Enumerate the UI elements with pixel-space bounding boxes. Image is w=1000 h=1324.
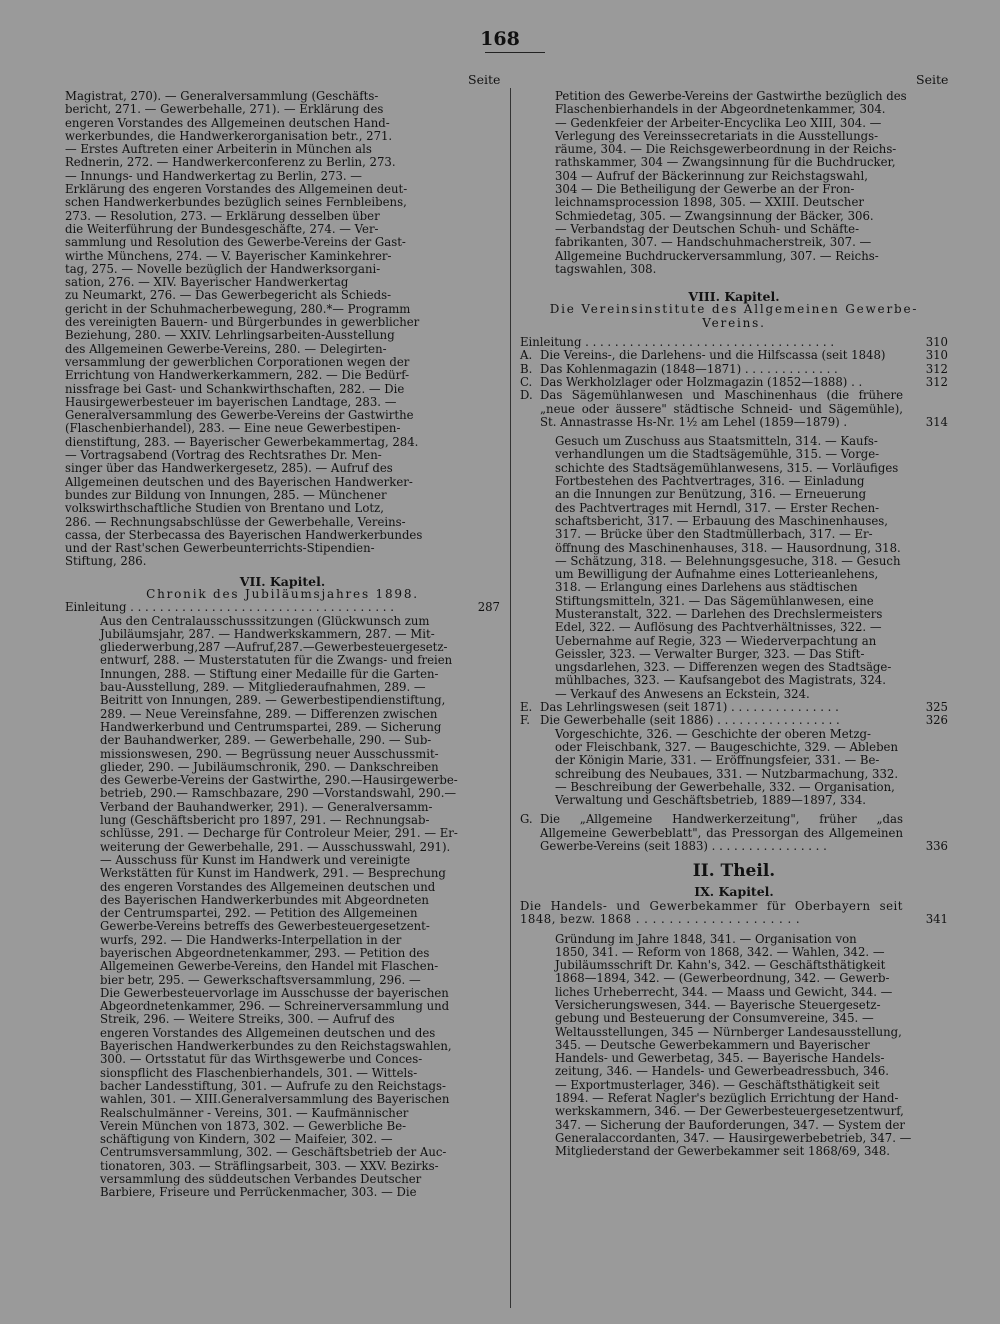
text-line: schen Handwerkerbundes bezüglich seines Fernbleibens, bbox=[65, 195, 407, 210]
seite-label-left: Seite bbox=[468, 72, 501, 87]
chapter-subtitle: Chronik des Jubiläumsjahres 1898. bbox=[146, 586, 419, 601]
part-heading: II. Theil. bbox=[692, 861, 776, 882]
text-line: des Pachtvertrages mit Herndl, 317. — Erster Rechen- bbox=[555, 500, 880, 515]
text-line: 300. — Ortsstatut für das Wirthsgewerbe und Conces- bbox=[100, 1052, 423, 1067]
text-line: Generalversammlung des Gewerbe-Vereins der Gastwirthe bbox=[65, 408, 414, 423]
toc-entry bbox=[520, 376, 948, 389]
text-line: Mitgliederstand der Gewerbekammer seit 1868/69, 348. bbox=[555, 1144, 891, 1159]
right-column bbox=[520, 90, 948, 1159]
text-line: wirthe Münchens, 274. — V. Bayerischer Kaminkehrer- bbox=[65, 248, 392, 263]
text-line: bau-Ausstellung, 289. — Mitgliederaufnahmen, 289. — bbox=[100, 680, 426, 695]
text-line: 318. — Erlangung eines Darlehens aus städtischen bbox=[555, 580, 858, 595]
toc-entry-text: Das Werkholzlager oder Holzmagazin (1852—1888) . . bbox=[540, 374, 863, 389]
toc-entry bbox=[520, 900, 948, 927]
text-line: Die Gewerbesteuervorlage im Ausschusse der bayerischen bbox=[100, 985, 449, 1000]
toc-entry-letter: C. bbox=[520, 374, 533, 389]
toc-entry-text: Das Lehrlingswesen (seit 1871) . . . . . . . . . . . . . . . bbox=[540, 700, 839, 715]
left-column bbox=[65, 90, 500, 1200]
toc-entry bbox=[520, 349, 948, 362]
toc-entry bbox=[520, 714, 948, 727]
text-line: Gewerbe-Vereins betreffs des Gewerbesteuergesetzent- bbox=[100, 919, 430, 934]
toc-page-number: 341 bbox=[925, 912, 948, 927]
toc-entry bbox=[520, 389, 948, 429]
toc-entry-text: Das Sägemühlanwesen und Maschinenhaus (die frühere „neue oder äussere" städtische Schneid- und Sägemühle), St. Annastrasse Hs-Nr. 1½ am Lehel (1859—1879) . bbox=[540, 388, 903, 429]
toc-page-number: 312 bbox=[925, 361, 948, 376]
text-line: Schmiedetag, 305. — Zwangsinnung der Bäcker, 306. bbox=[555, 208, 874, 223]
text-line: verhandlungen um die Stadtsägemühle, 315. — Vorge- bbox=[555, 447, 880, 462]
text-line: Bayerischen Handwerkerbundes zu den Reichstagswahlen, bbox=[100, 1039, 452, 1054]
text-line: Fortbestehen des Pachtvertrages, 316. — Einladung bbox=[555, 474, 865, 489]
column-divider bbox=[510, 88, 511, 1308]
continuation-text bbox=[65, 90, 500, 569]
text-line: 347. — Sicherung der Bauforderungen, 347. — System der bbox=[555, 1117, 905, 1132]
text-line: tag, 275. — Novelle bezüglich der Handwerksorgani- bbox=[65, 261, 381, 276]
text-line: zeitung, 346. — Handels- und Gewerbeadressbuch, 346. bbox=[555, 1064, 889, 1079]
text-line: Innungen, 288. — Stiftung einer Medaille für die Garten- bbox=[100, 666, 439, 681]
text-line: die Weiterführung der Bundesgeschäfte, 274. — Ver- bbox=[65, 221, 379, 236]
toc-entry-letter: A. bbox=[520, 348, 533, 363]
text-line: engeren Vorstandes des Allgemeinen deutschen und des bbox=[100, 1025, 436, 1040]
text-line: tionatoren, 303. — Sträflingsarbeit, 303. — XXV. Bezirks- bbox=[100, 1158, 439, 1173]
text-line: Verwaltung und Geschäftsbetrieb, 1889—1897, 334. bbox=[555, 793, 866, 808]
toc-entry-letter: E. bbox=[520, 700, 533, 715]
toc-page-number: 310 bbox=[925, 335, 948, 350]
toc-entry-text: Die Handels- und Gewerbekammer für Oberbayern seit 1848, bezw. 1868 . . . . . . . . . . . . . . . . . . . . bbox=[520, 898, 903, 927]
text-line: schäftigung von Kindern, 302 — Maifeier, 302. — bbox=[100, 1132, 393, 1147]
text-line: Generalaccordanten, 347. — Hausirgewerbebetrieb, 347. — bbox=[555, 1130, 912, 1145]
text-line: 317. — Brücke über den Stadtmüllerbach, 317. — Er- bbox=[555, 527, 873, 542]
toc-entry bbox=[520, 701, 948, 714]
chapter-heading: VII. Kapitel. bbox=[239, 573, 326, 589]
toc-entry-text: Die Gewerbehalle (seit 1886) . . . . . . . . . . . . . . . . . bbox=[540, 713, 840, 728]
text-line: — Ausschuss für Kunst im Handwerk und vereinigte bbox=[100, 852, 411, 867]
text-line: glieder, 290. — Jubiläumschronik, 290. — Dankschreiben bbox=[100, 759, 439, 774]
toc-page-number: 312 bbox=[925, 374, 948, 389]
text-line: Hausirgewerbesteuer im bayerischen Landtage, 283. — bbox=[65, 394, 397, 409]
text-line: ungsdarlehen, 323. — Differenzen wegen des Stadtsäge- bbox=[555, 660, 892, 675]
toc-page-number: 325 bbox=[925, 700, 948, 715]
toc-entry-text: Das Kohlenmagazin (1848—1871) . . . . . . . . . . . . . bbox=[540, 361, 838, 376]
text-line: gliederwerbung,287 —Aufruf,287.—Gewerbesteuergesetz- bbox=[100, 640, 448, 655]
text-line: missionswesen, 290. — Begrüssung neuer Ausschussmit- bbox=[100, 746, 439, 761]
text-line: (Flaschenbierhandel), 283. — Eine neue Gewerbestipen- bbox=[65, 421, 401, 436]
text-line: an die Innungen zur Benützung, 316. — Erneuerung bbox=[555, 487, 867, 502]
text-line: bericht, 271. — Gewerbehalle, 271). — Erklärung des bbox=[65, 102, 384, 117]
text-line: fabrikanten, 307. — Handschuhmacherstreik, 307. — bbox=[555, 235, 872, 250]
toc-entry bbox=[520, 363, 948, 376]
page-number: 168 bbox=[480, 28, 520, 50]
toc-entry-text: Einleitung . . . . . . . . . . . . . . . . . . . . . . . . . . . . . . . . . . bbox=[520, 335, 835, 350]
text-line: wahlen, 301. — XIII.Generalversammlung des Bayerischen bbox=[100, 1092, 450, 1107]
text-line: liches Urheberrecht, 344. — Maass und Gewicht, 344. — bbox=[555, 984, 893, 999]
text-line: Gesuch um Zuschuss aus Staatsmitteln, 314. — Kaufs- bbox=[555, 434, 878, 449]
text-line: Geissler, 323. — Verwalter Burger, 323. — Das Stift- bbox=[555, 646, 865, 661]
text-line: werkerbundes, die Handwerkerorganisation betr., 271. bbox=[65, 128, 393, 143]
text-line: räume, 304. — Die Reichsgewerbeordnung in der Reichs- bbox=[555, 142, 897, 157]
text-line: Rednerin, 272. — Handwerkerconferenz zu Berlin, 273. bbox=[65, 155, 396, 170]
text-line: — Gedenkfeier der Arbeiter-Encyclika Leo XIII, 304. — bbox=[555, 115, 882, 130]
toc-entry-letter: F. bbox=[520, 713, 531, 728]
text-line: nissfrage bei Gast- und Schankwirthschaften, 282. — Die bbox=[65, 381, 405, 396]
toc-page-number: 336 bbox=[925, 839, 948, 854]
text-line: 1850, 341. — Reform von 1868, 342. — Wahlen, 342. — bbox=[555, 944, 885, 959]
text-line: Allgemeinen deutschen und des Bayerischen Handwerker- bbox=[65, 474, 413, 489]
text-line: Handwerkerbund und Centrumspartei, 289. — Sicherung bbox=[100, 719, 442, 734]
text-line: singer über das Handwerkergesetz, 285). — Aufruf des bbox=[65, 461, 393, 476]
text-line: 304 — Aufruf der Bäckerinnung zur Reichstagswahl, bbox=[555, 168, 868, 183]
toc-entry bbox=[520, 336, 948, 349]
text-line: Musteranstalt, 322. — Darlehen des Drechslermeisters bbox=[555, 606, 883, 621]
header-rule bbox=[485, 52, 545, 53]
text-line: zu Neumarkt, 276. — Das Gewerbegericht als Schieds- bbox=[65, 288, 392, 303]
text-line: Verlegung des Vereinssecretariats in die Ausstellungs- bbox=[555, 128, 879, 143]
text-line: 1894. — Referat Nagler's bezüglich Errichtung der Hand- bbox=[555, 1091, 899, 1106]
toc-page-number: 326 bbox=[925, 713, 948, 728]
text-line: Stiftung, 286. bbox=[65, 554, 147, 569]
text-line: — Innungs- und Handwerkertag zu Berlin, 273. — bbox=[65, 168, 362, 183]
toc-entry-letter: B. bbox=[520, 361, 533, 376]
text-line: 345. — Deutsche Gewerbekammern und Bayerischer bbox=[555, 1037, 870, 1052]
toc-entry-letter: G. bbox=[520, 812, 533, 827]
text-line: Werkstätten für Kunst im Handwerk, 291. — Besprechung bbox=[100, 866, 446, 881]
text-line: lung (Geschäftsbericht pro 1897, 291. — Rechnungsab- bbox=[100, 813, 430, 828]
text-line: werkskammern, 346. — Der Gewerbesteuergesetzentwurf, bbox=[555, 1104, 904, 1119]
text-line: weiterung der Gewerbehalle, 291. — Ausschusswahl, 291). bbox=[100, 839, 451, 854]
section-d-summary bbox=[520, 435, 948, 701]
text-line: — Beschreibung der Gewerbehalle, 332. — Organisation, bbox=[555, 779, 895, 794]
text-line: der Königin Marie, 331. — Eröffnungsfeier, 331. — Be- bbox=[555, 753, 880, 768]
text-line: Abgeordnetenkammer, 296. — Schreinerversammlung und bbox=[100, 999, 450, 1014]
text-line: rathskammer, 304 — Zwangsinnung für die Buchdrucker, bbox=[555, 155, 896, 170]
text-line: betrieb, 290.— Ramschbazare, 290 —Vorstandswahl, 290.— bbox=[100, 786, 457, 801]
text-line: des Gewerbe-Vereins der Gastwirthe, 290.—Hausirgewerbe- bbox=[100, 773, 458, 788]
text-line: 1868—1894, 342. — (Gewerbeordnung, 342. — Gewerb- bbox=[555, 971, 890, 986]
text-line: dienstiftung, 283. — Bayerischer Gewerbekammertag, 284. bbox=[65, 434, 419, 449]
text-line: Erklärung des engeren Vorstandes des Allgemeinen deut- bbox=[65, 182, 408, 197]
text-line: Jubiläumsschrift Dr. Kahn's, 342. — Geschäftsthätigkeit bbox=[555, 958, 886, 973]
text-line: gericht in der Schuhmacherbewegung, 280.*— Programm bbox=[65, 301, 411, 316]
text-line: 286. — Rechnungsabschlüsse der Gewerbehalle, Vereins- bbox=[65, 514, 406, 529]
text-line: bundes zur Bildung von Innungen, 285. — Münchener bbox=[65, 487, 387, 502]
text-line: versammlung der gewerblichen Corporationen wegen der bbox=[65, 354, 410, 369]
text-line: sionspflicht des Flaschenbierhandels, 301. — Wittels- bbox=[100, 1065, 418, 1080]
text-line: Errichtung von Handwerkerkammern, 282. — Die Bedürf- bbox=[65, 368, 410, 383]
text-line: der Centrumspartei, 292. — Petition des Allgemeinen bbox=[100, 906, 418, 921]
text-line: Edel, 322. — Auflösung des Pachtverhältnisses, 322. — bbox=[555, 620, 882, 635]
text-line: Flaschenbierhandels in der Abgeordnetenkammer, 304. bbox=[555, 102, 886, 117]
chapter9-summary bbox=[520, 933, 948, 1159]
chapter-heading: VIII. Kapitel. bbox=[688, 289, 780, 305]
text-line: leichnamsprocession 1898, 305. — XXIII. Deutscher bbox=[555, 195, 864, 210]
toc-entry-letter: D. bbox=[520, 388, 533, 403]
text-line: 289. — Neue Vereinsfahne, 289. — Differenzen zwischen bbox=[100, 706, 438, 721]
text-line: des Allgemeinen Gewerbe-Vereins, 280. — Delegirten- bbox=[65, 341, 387, 356]
text-line: bacher Landesstiftung, 301. — Aufrufe zu den Reichstags- bbox=[100, 1078, 446, 1093]
text-line: 273. — Resolution, 273. — Erklärung desselben über bbox=[65, 208, 380, 223]
text-line: Beziehung, 280. — XXIV. Lehrlingsarbeiten-Ausstellung bbox=[65, 328, 395, 343]
text-line: schlüsse, 291. — Decharge für Controleur Meier, 291. — Er- bbox=[100, 826, 458, 841]
text-line: Allgemeinen Gewerbe-Vereins, den Handel mit Flaschen- bbox=[100, 959, 439, 974]
text-line: öffnung des Maschinenhauses, 318. — Hausordnung, 318. bbox=[555, 540, 901, 555]
text-line: Verein München von 1873, 302. — Gewerbliche Be- bbox=[100, 1118, 407, 1133]
text-line: sammlung und Resolution des Gewerbe-Vereins der Gast- bbox=[65, 235, 406, 250]
toc-entry-text: Die „Allgemeine Handwerkerzeitung", früher „das Allgemeine Gewerbeblatt", das Pressorgan des Allgemeinen Gewerbe-Vereins (seit 1883) . . . . . . . . . . . . . . . . bbox=[540, 812, 903, 854]
text-line: — Verbandstag der Deutschen Schuh- und Schäfte- bbox=[555, 221, 860, 236]
toc-entry-einleitung bbox=[65, 601, 500, 614]
seite-label-right: Seite bbox=[916, 72, 949, 87]
toc-page-number: 310 bbox=[925, 348, 948, 363]
text-line: Aus den Centralausschusssitzungen (Glückwunsch zum bbox=[100, 613, 430, 628]
text-line: bier betr, 295. — Gewerkschaftsversammlung, 296. — bbox=[100, 972, 421, 987]
text-line: Beitritt von Innungen, 289. — Gewerbestipendienstiftung, bbox=[100, 693, 446, 708]
text-line: und der Rast'schen Gewerbeunterrichts-Stipendien- bbox=[65, 541, 375, 556]
text-line: — Erstes Auftreten einer Arbeiterin in München als bbox=[65, 142, 372, 157]
text-line: um Bewilligung der Aufnahme eines Lotterieanlehens, bbox=[555, 567, 879, 582]
text-line: schreibung des Neubaues, 331. — Nutzbarmachung, 332. bbox=[555, 766, 899, 781]
text-line: entwurf, 288. — Musterstatuten für die Zwangs- und freien bbox=[100, 653, 453, 668]
text-line: gebung und Besteuerung der Consumvereine, 345. — bbox=[555, 1011, 874, 1026]
text-line: — Schätzung, 318. — Belehnungsgesuche, 318. — Gesuch bbox=[555, 553, 901, 568]
chapter-heading: IX. Kapitel. bbox=[694, 883, 774, 899]
text-line: der Bauhandwerker, 289. — Gewerbehalle, 290. — Sub- bbox=[100, 733, 432, 748]
text-line: — Exportmusterlager, 346). — Geschäftsthätigkeit seit bbox=[555, 1077, 880, 1092]
text-line: des Bayerischen Handwerkerbundes mit Abgeordneten bbox=[100, 892, 429, 907]
text-line: Barbiere, Friseure und Perrückenmacher, 303. — Die bbox=[100, 1185, 417, 1200]
text-line: Handels- und Gewerbetag, 345. — Bayerische Handels- bbox=[555, 1051, 885, 1066]
text-line: Allgemeine Buchdruckerversammlung, 307. — Reichs- bbox=[555, 248, 879, 263]
chapter-subtitle: Die Vereinsinstitute des Allgemeinen Gewerbe- bbox=[549, 302, 919, 317]
toc-entry-text: Einleitung . . . . . . . . . . . . . . . . . . . . . . . . . . . . . . . . . . . . bbox=[65, 600, 394, 615]
toc-entry bbox=[520, 813, 948, 853]
text-line: Magistrat, 270). — Generalversammlung (Geschäfts- bbox=[65, 89, 379, 103]
text-line: Gründung im Jahre 1848, 341. — Organisation von bbox=[555, 931, 857, 946]
text-line: mühlbaches, 323. — Kaufsangebot des Magistrats, 324. bbox=[555, 673, 886, 688]
text-line: cassa, der Sterbecassa des Bayerischen Handwerkerbundes bbox=[65, 527, 423, 542]
text-line: versammlung des süddeutschen Verbandes Deutscher bbox=[100, 1172, 422, 1187]
text-line: Uebernahme auf Regie, 323 — Wiederverpachtung an bbox=[555, 633, 877, 648]
text-line: — Verkauf des Anwesens an Eckstein, 324. bbox=[555, 686, 810, 701]
text-line: Realschulmänner - Vereins, 301. — Kaufmännischer bbox=[100, 1105, 409, 1120]
text-line: sation, 276. — XIV. Bayerischer Handwerkertag bbox=[65, 275, 349, 290]
toc-page-number: 314 bbox=[925, 414, 948, 429]
text-line: Jubiläumsjahr, 287. — Handwerkskammern, 287. — Mit- bbox=[100, 626, 435, 641]
text-line: Versicherungswesen, 344. — Bayerische Steuergesetz- bbox=[555, 998, 881, 1012]
section-f-summary bbox=[520, 728, 948, 808]
text-line: tagswahlen, 308. bbox=[555, 261, 657, 276]
text-line: Streik, 296. — Weitere Streiks, 300. — Aufruf des bbox=[100, 1012, 395, 1027]
text-line: — Vortragsabend (Vortrag des Rechtsrathes Dr. Men- bbox=[65, 448, 382, 463]
text-line: Vorgeschichte, 326. — Geschichte der oberen Metzg- bbox=[555, 726, 871, 741]
continuation-text bbox=[520, 90, 948, 276]
text-line: Verband der Bauhandwerker, 291). — Generalversamm- bbox=[100, 799, 433, 814]
text-line: schaftsbericht, 317. — Erbauung des Maschinenhauses, bbox=[555, 513, 888, 528]
text-line: Weltausstellungen, 345 — Nürnberger Landesausstellung, bbox=[555, 1024, 902, 1039]
text-line: Centrumsversammlung, 302. — Geschäftsbetrieb der Auc- bbox=[100, 1145, 447, 1160]
text-line: engeren Vorstandes des Allgemeinen deutschen Hand- bbox=[65, 115, 390, 130]
text-line: des engeren Vorstandes des Allgemeinen deutschen und bbox=[100, 879, 436, 894]
text-line: 304 — Die Betheiligung der Gewerbe an der Fron- bbox=[555, 182, 855, 197]
text-line: Petition des Gewerbe-Vereins der Gastwirthe bezüglich des bbox=[555, 89, 907, 103]
text-line: oder Fleischbank, 327. — Baugeschichte, 329. — Ableben bbox=[555, 739, 898, 754]
text-line: wurfs, 292. — Die Handwerks-Interpellation in der bbox=[100, 932, 402, 947]
text-line: Stiftungsmitteln, 321. — Das Sägemühlanwesen, eine bbox=[555, 593, 874, 608]
chapter7-summary bbox=[65, 615, 500, 1200]
toc-entry-text: Die Vereins-, die Darlehens- und die Hilfscassa (seit 1848) bbox=[540, 348, 886, 363]
toc-page-number: 287 bbox=[477, 600, 500, 615]
text-line: volkswirthschaftliche Studien von Brentano und Lotz, bbox=[65, 501, 384, 516]
text-line: des vereinigten Bauern- und Bürgerbundes in gewerblicher bbox=[65, 315, 420, 330]
text-line: bayerischen Abgeordnetenkammer, 293. — Petition des bbox=[100, 946, 430, 960]
text-line: schichte des Stadtsägemühlanwesens, 315. — Vorläufiges bbox=[555, 460, 899, 475]
chapter-subtitle: Vereins. bbox=[702, 315, 766, 330]
